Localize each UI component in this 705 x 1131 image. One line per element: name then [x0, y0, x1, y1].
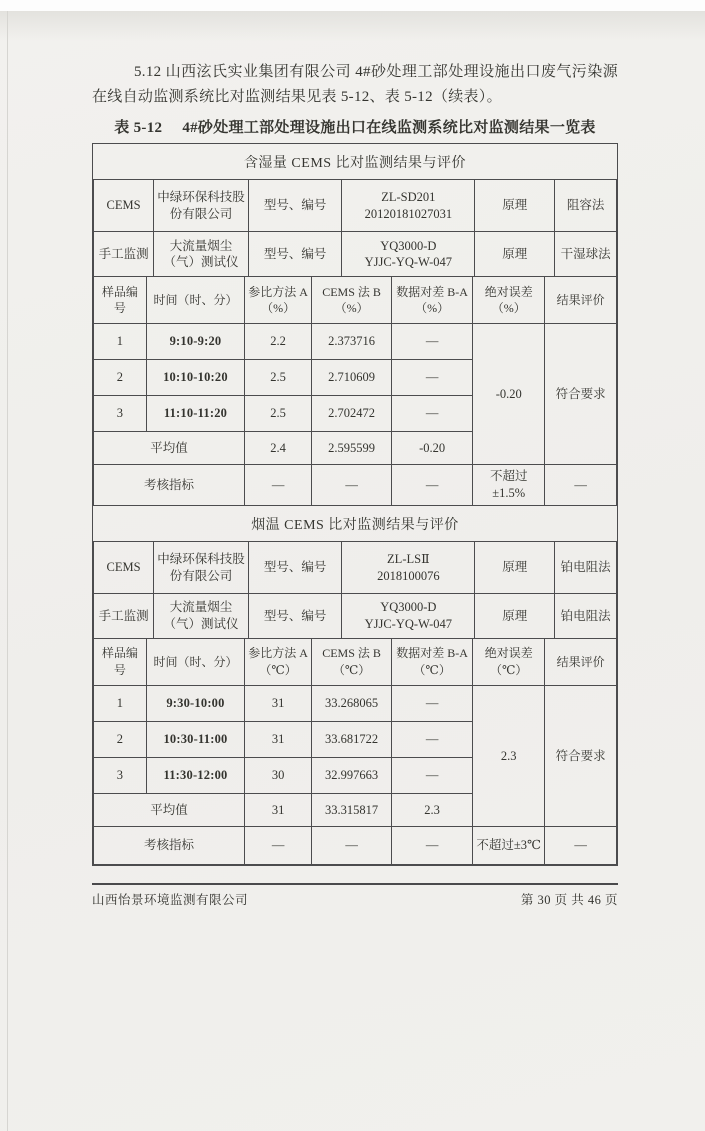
cell-assessment-label: 考核指标 [94, 465, 245, 506]
col-cems-method-label: CEMS 法 B [322, 646, 381, 661]
sample-row [94, 324, 617, 360]
equip-principle-label: 原理 [475, 232, 555, 277]
cell-time: 10:30-11:00 [146, 722, 244, 758]
assessment-row [94, 827, 617, 865]
page-footer [92, 883, 618, 908]
cell-assessment-cems: — [312, 827, 392, 865]
equip-serial: 20120181027031 [364, 206, 453, 221]
cell-diff-value: — [392, 396, 473, 432]
cell-sample-no: 3 [94, 396, 147, 432]
col-ref-method [245, 639, 312, 686]
cell-diff-value: — [392, 360, 473, 396]
col-ref-method-unit: （℃） [259, 663, 297, 678]
cell-cems-value: 2.702472 [312, 396, 392, 432]
col-abs-error-label: 绝对误差 [484, 284, 533, 299]
cell-assessment-ref: — [245, 827, 312, 865]
table-caption-number: 表 5-12 [114, 120, 163, 137]
equip-principle-label: 原理 [475, 180, 555, 232]
equipment-table-temperature [93, 541, 617, 639]
cell-assessment-cems: — [312, 465, 392, 506]
col-time: 时间（时、分） [146, 639, 244, 686]
col-abs-error-unit: （℃） [490, 663, 528, 678]
equip-spec-label: 型号、编号 [248, 594, 342, 639]
cell-assessment-eval: — [545, 827, 617, 865]
cell-sample-no: 2 [94, 722, 147, 758]
cell-diff-value: — [392, 686, 473, 722]
assessment-row [94, 465, 617, 506]
scan-artifact-page-edge [7, 11, 8, 1131]
cell-evaluation-merged: 符合要求 [545, 686, 617, 827]
col-cems-method [312, 639, 392, 686]
col-ref-method-unit: （%） [261, 301, 296, 316]
col-cems-method [312, 277, 392, 324]
cell-sample-no: 1 [94, 686, 147, 722]
footer-page-number: 第 30 页 共 46 页 [520, 893, 618, 908]
col-cems-method-label: CEMS 法 B [322, 284, 381, 299]
equip-role: CEMS [94, 542, 154, 594]
equip-device: 中绿环保科技股份有限公司 [154, 542, 249, 594]
cell-cems-value: 33.681722 [312, 722, 392, 758]
equip-model-serial [342, 180, 475, 232]
equip-serial: 2018100076 [377, 568, 440, 583]
col-diff [392, 639, 473, 686]
cell-time: 9:30-10:00 [146, 686, 244, 722]
cell-assessment-diff: — [392, 827, 473, 865]
cell-ref-value: 31 [245, 686, 312, 722]
cell-sample-no: 3 [94, 758, 147, 794]
cell-time: 9:10-9:20 [146, 324, 244, 360]
cell-diff-value: — [392, 324, 473, 360]
cell-assessment-diff: — [392, 465, 473, 506]
cell-assessment-ref: — [245, 465, 312, 506]
equip-spec-label: 型号、编号 [248, 542, 342, 594]
cell-sample-no: 1 [94, 324, 147, 360]
cell-abs-error-merged: -0.20 [473, 324, 545, 465]
col-evaluation: 结果评价 [545, 277, 617, 324]
equip-device: 大流量烟尘（气）测试仪 [154, 232, 249, 277]
col-ref-method-label: 参比方法 A [248, 646, 308, 661]
col-cems-method-unit: （%） [334, 301, 369, 316]
section-title-humidity: 含湿量 CEMS 比对监测结果与评价 [93, 144, 617, 180]
equip-principle: 干湿球法 [555, 232, 617, 277]
col-abs-error [473, 277, 545, 324]
equip-model: YQ3000-D [380, 238, 437, 253]
col-evaluation: 结果评价 [545, 639, 617, 686]
equip-role: CEMS [94, 180, 154, 232]
cell-average-diff: -0.20 [392, 432, 473, 465]
cell-cems-value: 32.997663 [312, 758, 392, 794]
equip-device: 大流量烟尘（气）测试仪 [154, 594, 249, 639]
equip-principle-label: 原理 [475, 594, 555, 639]
data-header-row [94, 639, 617, 686]
cell-average-ref: 31 [245, 794, 312, 827]
scan-artifact-shade-band [0, 11, 705, 41]
cell-diff-value: — [392, 758, 473, 794]
col-cems-method-unit: （℃） [332, 663, 371, 678]
cell-assessment-label: 考核指标 [94, 827, 245, 865]
cell-cems-value: 2.710609 [312, 360, 392, 396]
cell-average-label: 平均值 [94, 432, 245, 465]
cell-ref-value: 2.5 [245, 396, 312, 432]
sample-row [94, 686, 617, 722]
cell-cems-value: 2.373716 [312, 324, 392, 360]
equip-serial: YJJC-YQ-W-047 [364, 617, 453, 632]
cell-sample-no: 2 [94, 360, 147, 396]
scan-artifact-top-strip [0, 0, 705, 11]
col-sample-no: 样品编号 [94, 277, 147, 324]
data-table-humidity [93, 276, 617, 506]
equip-model: ZL-SD201 [381, 190, 436, 204]
cell-time: 11:30-12:00 [146, 758, 244, 794]
cell-assessment-eval: — [545, 465, 617, 506]
footer-company: 山西怡景环境监测有限公司 [92, 893, 249, 908]
cell-evaluation-merged: 符合要求 [545, 324, 617, 465]
equip-spec-label: 型号、编号 [248, 232, 342, 277]
document-content [92, 60, 618, 908]
comparison-table [92, 143, 618, 866]
cell-time: 10:10-10:20 [146, 360, 244, 396]
equip-principle: 铂电阻法 [555, 594, 617, 639]
data-header-row [94, 277, 617, 324]
table-caption [92, 116, 618, 137]
equip-model-serial [342, 232, 475, 277]
equip-principle: 阻容法 [555, 180, 617, 232]
cell-average-diff: 2.3 [392, 794, 473, 827]
cell-ref-value: 30 [245, 758, 312, 794]
col-ref-method-label: 参比方法 A [248, 284, 308, 299]
equipment-table-humidity [93, 179, 617, 277]
equip-role: 手工监测 [94, 594, 154, 639]
col-diff [392, 277, 473, 324]
col-diff-unit: （%） [415, 301, 450, 316]
cell-cems-value: 33.268065 [312, 686, 392, 722]
col-abs-error-unit: （%） [491, 301, 526, 316]
cell-assessment-limit: 不超过±1.5% [473, 465, 545, 506]
col-time: 时间（时、分） [146, 277, 244, 324]
equipment-row-manual [94, 594, 617, 639]
col-diff-label: 数据对差 B-A [396, 646, 468, 661]
equipment-row-cems [94, 542, 617, 594]
equip-spec-label: 型号、编号 [248, 180, 342, 232]
equipment-row-cems [94, 180, 617, 232]
section-title-temperature: 烟温 CEMS 比对监测结果与评价 [93, 505, 617, 542]
equip-principle-label: 原理 [475, 542, 555, 594]
cell-average-label: 平均值 [94, 794, 245, 827]
table-caption-title: 4#砂处理工部处理设施出口在线监测系统比对监测结果一览表 [182, 120, 596, 137]
intro-paragraph: 5.12 山西泫氏实业集团有限公司 4#砂处理工部处理设施出口废气污染源在线自动监测系统比对监测结果见表 5-12、表 5-12（续表）。 [92, 64, 618, 106]
equip-model-serial [342, 594, 475, 639]
col-ref-method [245, 277, 312, 324]
col-diff-unit: （℃） [413, 663, 451, 678]
cell-abs-error-merged: 2.3 [473, 686, 545, 827]
cell-time: 11:10-11:20 [146, 396, 244, 432]
cell-average-ref: 2.4 [245, 432, 312, 465]
col-abs-error [473, 639, 545, 686]
equip-principle: 铂电阻法 [555, 542, 617, 594]
equip-model-serial [342, 542, 475, 594]
equip-model: ZL-LSⅡ [387, 551, 430, 566]
col-sample-no: 样品编号 [94, 639, 147, 686]
col-diff-label: 数据对差 B-A [396, 284, 468, 299]
equipment-row-manual [94, 232, 617, 277]
col-abs-error-label: 绝对误差 [484, 646, 533, 661]
cell-average-cems: 2.595599 [312, 432, 392, 465]
equip-role: 手工监测 [94, 232, 154, 277]
cell-assessment-limit: 不超过±3℃ [473, 827, 545, 865]
equip-device: 中绿环保科技股份有限公司 [154, 180, 249, 232]
cell-ref-value: 2.2 [245, 324, 312, 360]
data-table-temperature [93, 638, 617, 865]
cell-ref-value: 31 [245, 722, 312, 758]
equip-serial: YJJC-YQ-W-047 [364, 255, 453, 270]
cell-diff-value: — [392, 722, 473, 758]
cell-average-cems: 33.315817 [312, 794, 392, 827]
equip-model: YQ3000-D [380, 600, 437, 615]
cell-ref-value: 2.5 [245, 360, 312, 396]
